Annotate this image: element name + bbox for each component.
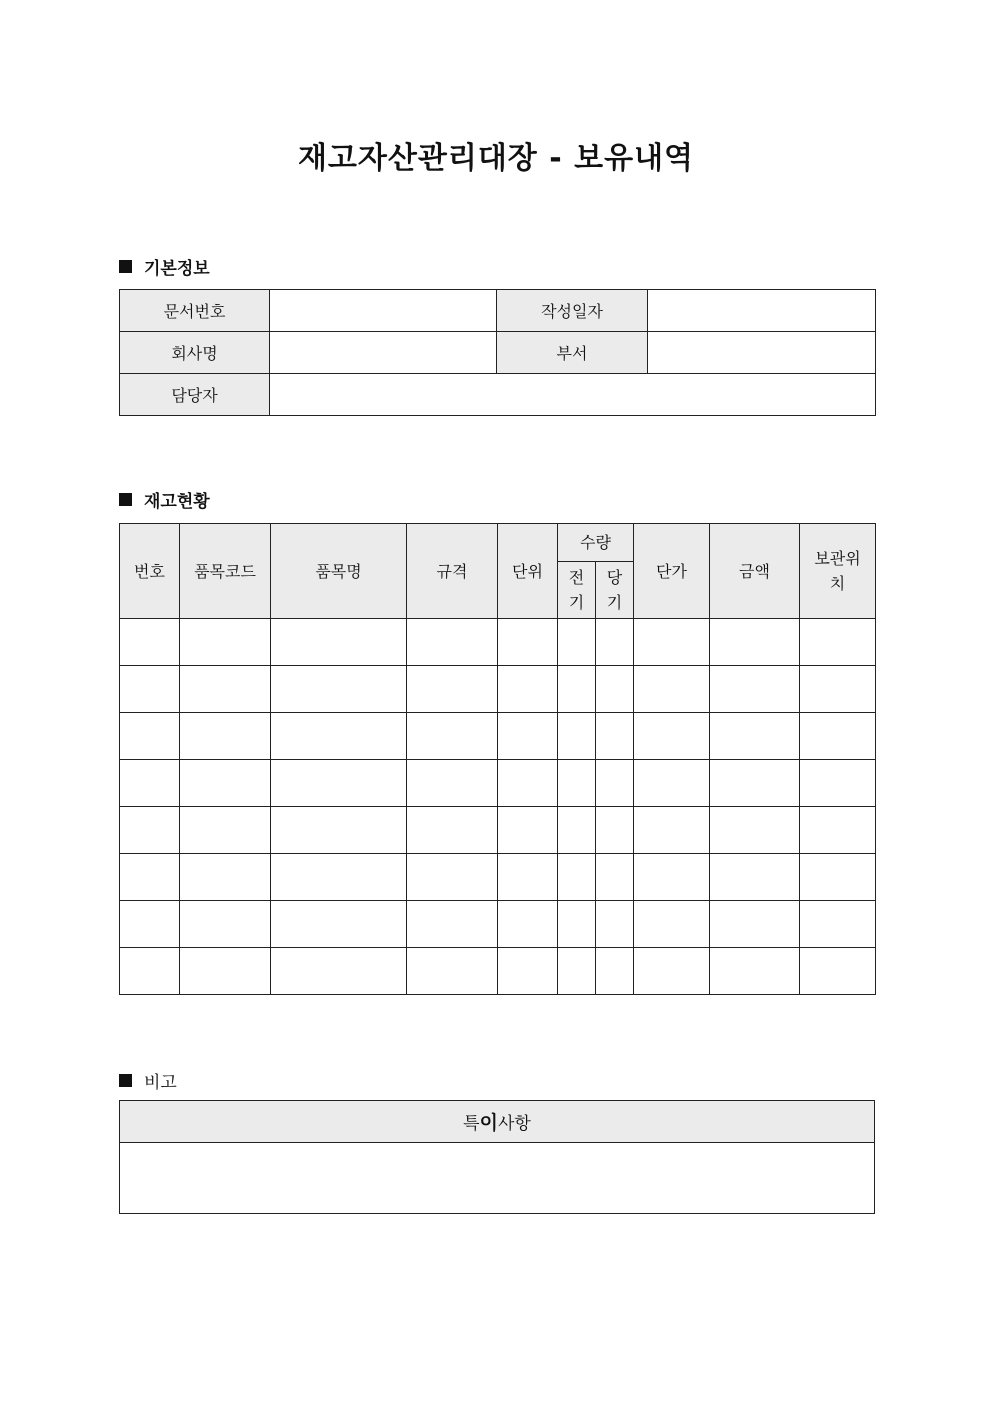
cell-unit-price[interactable]: [634, 760, 710, 807]
dept-field[interactable]: [648, 332, 876, 374]
table-row: [120, 666, 876, 713]
cell-spec[interactable]: [407, 948, 498, 995]
header-row: [120, 524, 876, 562]
date-label: 작성일자: [497, 290, 648, 332]
cell-unit-price[interactable]: [634, 807, 710, 854]
doc-no-field[interactable]: [270, 290, 497, 332]
cell-location[interactable]: [800, 619, 876, 666]
inventory-table: [119, 523, 876, 995]
col-spec: 규격: [407, 524, 498, 619]
table-row: [120, 760, 876, 807]
cell-item-code[interactable]: [180, 619, 271, 666]
col-location: [800, 524, 876, 619]
table-row: [120, 807, 876, 854]
cell-qty-prev[interactable]: [558, 666, 596, 713]
cell-qty-curr[interactable]: [596, 713, 634, 760]
cell-item-name[interactable]: [271, 760, 407, 807]
table-row: [120, 901, 876, 948]
cell-qty-curr[interactable]: [596, 901, 634, 948]
cell-item-code[interactable]: [180, 948, 271, 995]
cell-unit-price[interactable]: [634, 666, 710, 713]
cell-spec[interactable]: [407, 854, 498, 901]
table-row: [120, 332, 876, 374]
section-remarks: [119, 1068, 177, 1093]
cell-qty-curr[interactable]: [596, 619, 634, 666]
cell-item-code[interactable]: [180, 854, 271, 901]
cell-qty-prev[interactable]: [558, 807, 596, 854]
cell-no[interactable]: [120, 619, 180, 666]
cell-unit-price[interactable]: [634, 619, 710, 666]
cell-amount[interactable]: [710, 854, 800, 901]
cell-qty-prev[interactable]: [558, 760, 596, 807]
cell-amount[interactable]: [710, 713, 800, 760]
cell-item-name[interactable]: [271, 713, 407, 760]
table-row: [120, 948, 876, 995]
col-unit: 단위: [498, 524, 558, 619]
cell-item-code[interactable]: [180, 807, 271, 854]
cell-qty-prev[interactable]: [558, 948, 596, 995]
cell-item-code[interactable]: [180, 666, 271, 713]
cell-item-name[interactable]: [271, 807, 407, 854]
cell-no[interactable]: [120, 948, 180, 995]
remarks-table: [119, 1100, 875, 1214]
col-qty-curr-line2: 기: [606, 593, 623, 612]
cell-spec[interactable]: [407, 760, 498, 807]
cell-spec[interactable]: [407, 713, 498, 760]
page-title: 재고자산관리대장 - 보유내역: [297, 141, 695, 176]
cell-amount[interactable]: [710, 619, 800, 666]
dept-label: 부서: [497, 332, 648, 374]
cell-unit[interactable]: [498, 901, 558, 948]
remarks-content[interactable]: [120, 1143, 875, 1214]
cell-qty-prev[interactable]: [558, 619, 596, 666]
square-bullet-icon: [119, 1074, 132, 1087]
table-row: [120, 290, 876, 332]
cell-qty-curr[interactable]: [596, 807, 634, 854]
table-row: [120, 619, 876, 666]
cell-amount[interactable]: [710, 666, 800, 713]
col-qty-curr-line1: 당: [606, 568, 623, 587]
section-basic-info-label: 기본정보: [144, 259, 210, 279]
col-qty-curr: [596, 562, 634, 619]
cell-amount[interactable]: [710, 807, 800, 854]
table-row: [120, 374, 876, 416]
cell-item-name[interactable]: [271, 948, 407, 995]
cell-no[interactable]: [120, 901, 180, 948]
cell-no[interactable]: [120, 760, 180, 807]
manager-label: 담당자: [120, 374, 270, 416]
remarks-header-part1: 특: [463, 1114, 480, 1134]
cell-no[interactable]: [120, 666, 180, 713]
cell-unit[interactable]: [498, 760, 558, 807]
cell-item-name[interactable]: [271, 666, 407, 713]
cell-amount[interactable]: [710, 901, 800, 948]
cell-spec[interactable]: [407, 807, 498, 854]
manager-field[interactable]: [270, 374, 876, 416]
col-unit-price: 단가: [634, 524, 710, 619]
cell-unit[interactable]: [498, 807, 558, 854]
square-bullet-icon: [119, 493, 132, 506]
table-row: [120, 713, 876, 760]
cell-amount[interactable]: [710, 948, 800, 995]
col-qty: 수량: [558, 524, 634, 562]
cell-unit[interactable]: [498, 619, 558, 666]
company-field[interactable]: [270, 332, 497, 374]
cell-location[interactable]: [800, 713, 876, 760]
section-remarks-label: 비고: [144, 1073, 177, 1093]
table-row: [120, 854, 876, 901]
date-field[interactable]: [648, 290, 876, 332]
cell-qty-prev[interactable]: [558, 901, 596, 948]
section-inventory: [119, 487, 210, 512]
cell-spec[interactable]: [407, 901, 498, 948]
cell-location[interactable]: [800, 807, 876, 854]
inventory-body: [120, 619, 876, 995]
remarks-header-part3: 사항: [497, 1114, 531, 1134]
col-item-code: 품목코드: [180, 524, 271, 619]
cell-spec[interactable]: [407, 666, 498, 713]
col-location-line2: 치: [829, 574, 846, 593]
col-amount: 금액: [710, 524, 800, 619]
cell-unit[interactable]: [498, 666, 558, 713]
cell-qty-curr[interactable]: [596, 948, 634, 995]
section-basic-info: [119, 254, 210, 279]
cell-no[interactable]: [120, 854, 180, 901]
remarks-header: [120, 1101, 875, 1143]
col-qty-prev-line2: 기: [568, 593, 585, 612]
cell-qty-prev[interactable]: [558, 713, 596, 760]
doc-no-label: 문서번호: [120, 290, 270, 332]
cell-item-name[interactable]: [271, 901, 407, 948]
cell-item-code[interactable]: [180, 901, 271, 948]
cell-qty-curr[interactable]: [596, 854, 634, 901]
basic-info-table: [119, 289, 876, 416]
cell-qty-curr[interactable]: [596, 666, 634, 713]
cell-location[interactable]: [800, 854, 876, 901]
cell-location[interactable]: [800, 948, 876, 995]
remarks-header-part2: 이: [479, 1112, 498, 1134]
table-row: [120, 1101, 875, 1143]
section-inventory-label: 재고현황: [144, 492, 210, 512]
table-row: [120, 1143, 875, 1214]
company-label: 회사명: [120, 332, 270, 374]
cell-unit-price[interactable]: [634, 948, 710, 995]
cell-unit-price[interactable]: [634, 713, 710, 760]
cell-unit[interactable]: [498, 713, 558, 760]
cell-no[interactable]: [120, 713, 180, 760]
cell-unit[interactable]: [498, 948, 558, 995]
cell-qty-curr[interactable]: [596, 760, 634, 807]
square-bullet-icon: [119, 260, 132, 273]
col-location-line1: 보관위: [814, 549, 861, 568]
cell-item-code[interactable]: [180, 760, 271, 807]
cell-amount[interactable]: [710, 760, 800, 807]
col-qty-prev-line1: 전: [568, 568, 585, 587]
col-qty-prev: [558, 562, 596, 619]
cell-location[interactable]: [800, 760, 876, 807]
cell-no[interactable]: [120, 807, 180, 854]
cell-item-code[interactable]: [180, 713, 271, 760]
col-item-name: 품목명: [271, 524, 407, 619]
col-no: 번호: [120, 524, 180, 619]
cell-location[interactable]: [800, 901, 876, 948]
cell-item-name[interactable]: [271, 619, 407, 666]
cell-unit-price[interactable]: [634, 854, 710, 901]
cell-location[interactable]: [800, 666, 876, 713]
cell-unit-price[interactable]: [634, 901, 710, 948]
cell-item-name[interactable]: [271, 854, 407, 901]
cell-unit[interactable]: [498, 854, 558, 901]
cell-spec[interactable]: [407, 619, 498, 666]
cell-qty-prev[interactable]: [558, 854, 596, 901]
